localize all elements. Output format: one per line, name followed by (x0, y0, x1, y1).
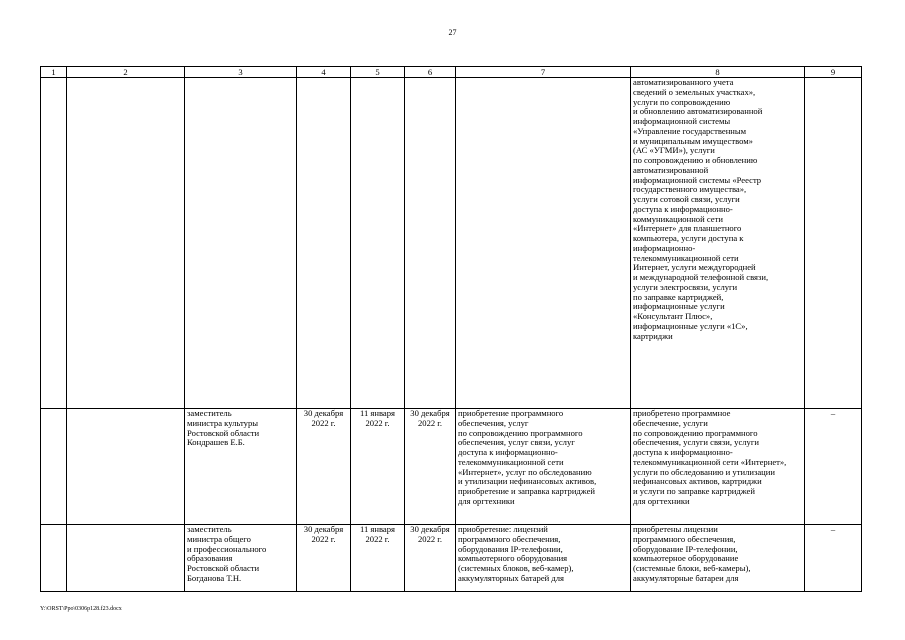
column-header: 1 (41, 67, 67, 78)
date-cell: 30 декабря 2022 г. (297, 409, 351, 525)
column-header: 9 (805, 67, 862, 78)
responsible-cell: заместитель министра культуры Ростовской области Кондрашев Е.Б. (185, 409, 297, 525)
table-cell (456, 78, 631, 409)
column-header: 6 (405, 67, 456, 78)
responsible-cell: заместитель министра общего и профессионального образования Ростовской области Богданова Т.Н. (185, 525, 297, 592)
table-cell (67, 409, 185, 525)
column-header: 5 (351, 67, 405, 78)
date-cell: 11 января 2022 г. (351, 409, 405, 525)
note-cell: – (805, 409, 862, 525)
table-cell (41, 78, 67, 409)
column-header: 4 (297, 67, 351, 78)
result-cell: автоматизированного учета сведений о земельных участках», услуги по сопровождению и обновлению автоматизированной информационной системы «Управление государственным и муниципальным имуществом» (АС «УГМИ»), услуги по сопровождению и обновлению автоматизированной информационной системы «Реестр государственного имущества», услуги сотовой связи, услуги доступа к информационно- коммуникационной сети «Интернет» для планшетного компьютера, услуги доступа к информационно- телекоммуникационной сети Интернет, услуги междугородней и международной телефонной связи, услуги электросвязи, услуги по заправке картриджей, информационные услуги «Консультант Плюс», информационные услуги «1С», картриджи (631, 78, 805, 409)
file-path-footer: Y:\ORST\Ppo\0306p128.f23.docx (40, 606, 122, 612)
table-row (41, 409, 862, 525)
column-header: 2 (67, 67, 185, 78)
table-cell (41, 525, 67, 592)
date-cell: 11 января 2022 г. (351, 525, 405, 592)
note-cell: – (805, 525, 862, 592)
table-header-row (41, 67, 862, 78)
table-cell (351, 78, 405, 409)
table-cell (405, 78, 456, 409)
table-row (41, 525, 862, 592)
plan-cell: приобретение программного обеспечения, услуг по сопровождению программного обеспечения, услуг связи, услуг доступа к информационно- телекоммуникационной сети «Интернет», услуг по обследованию и утилизации нефинансовых активов, приобретение и заправка картриджей для оргтехники (456, 409, 631, 525)
plan-cell: приобретение: лицензий программного обеспечения, оборудования IP-телефонии, компьютерного оборудования (системных блоков, веб-камер), аккумуляторных батарей для (456, 525, 631, 592)
table-cell (805, 78, 862, 409)
result-cell: приобретено программное обеспечение, услуги по сопровождению программного обеспечения, услуги связи, услуги доступа к информационно- телекоммуникационной сети «Интернет», услуги по обследованию и утилизации нефинансовых активов, картриджи и услуги по заправке картриджей для оргтехники (631, 409, 805, 525)
table-cell (297, 78, 351, 409)
date-cell: 30 декабря 2022 г. (405, 525, 456, 592)
table-cell (67, 525, 185, 592)
date-cell: 30 декабря 2022 г. (405, 409, 456, 525)
date-cell: 30 декабря 2022 г. (297, 525, 351, 592)
column-header: 3 (185, 67, 297, 78)
result-cell: приобретены лицензии программного обеспечения, оборудование IP-телефонии, компьютерное оборудование (системные блоки, веб-камеры), аккумуляторные батареи для (631, 525, 805, 592)
table-row (41, 78, 862, 409)
table-cell (185, 78, 297, 409)
column-header: 8 (631, 67, 805, 78)
page-number: 27 (448, 28, 457, 37)
table-cell (67, 78, 185, 409)
table-cell (41, 409, 67, 525)
report-table (40, 66, 862, 592)
column-header: 7 (456, 67, 631, 78)
